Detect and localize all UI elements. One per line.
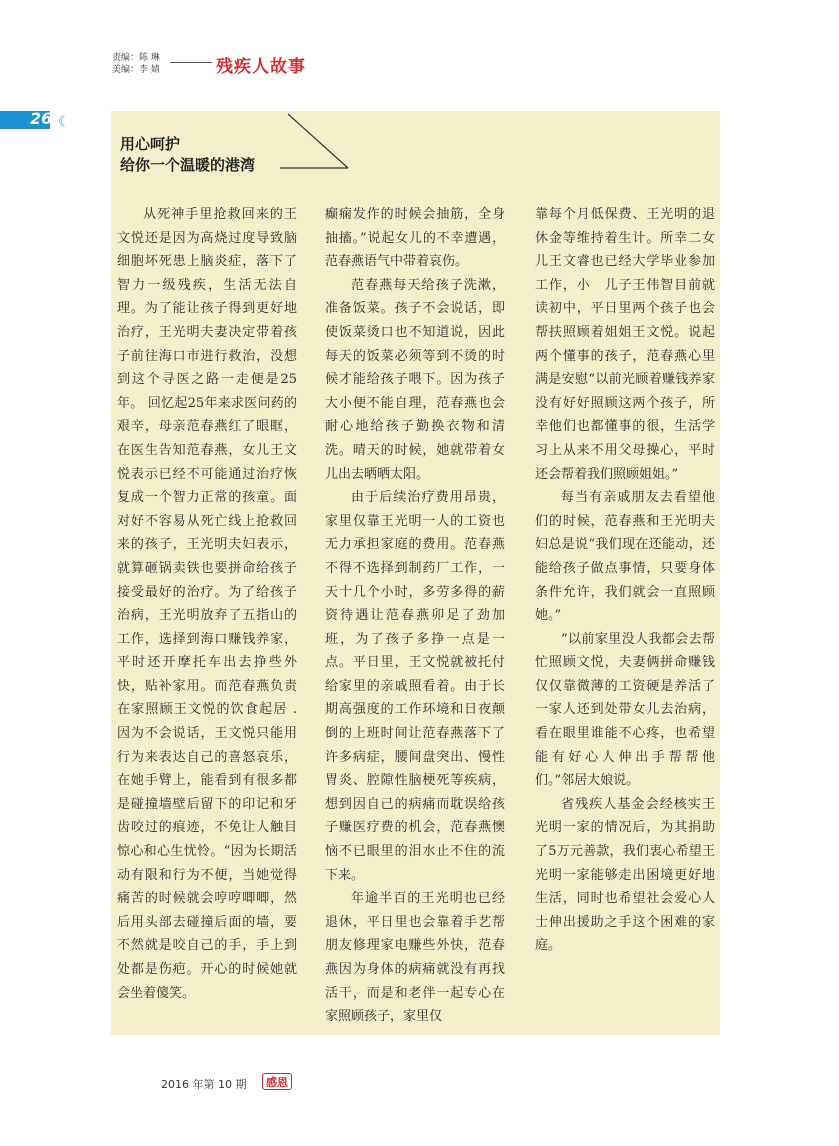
paragraph: 范春燕每天给孩子洗漱，准备饭菜。孩子不会说话，即使饭菜烫口也不知道说，因此每天的饭菜必须等到不烫的时候才能给孩子喂下。因为孩子大小便不能自理，范春燕也会耐心地给孩子勤换衣物和清洗。晴天的时候，她就带着女儿出去晒晒太阳。 [325, 277, 505, 482]
paragraph: 每当有亲戚朋友去看望他们的时候，范春燕和王光明夫妇总是说“我们现在还能动，还能给孩子做点事情，只要身体条件允许，我们就会一直照顾她。” [535, 490, 715, 624]
paragraph: 由于后续治疗费用昂贵，家里仅靠王光明一人的工资也无力承担家庭的费用。范春燕不得不选择到制药厂工作，一天十几个小时，多劳多得的薪资待遇让范春燕卯足了劲加班，为了孩子多挣一点是一点。平日里，王文悦就被托付给家里的亲戚照看着。由于长期高强度的工作环境和日夜颠倒的上班时间让范春燕落下了许多病症，腰间盘突出、慢性胃炎、腔隙性脑梗死等疾病，想到因自己的病痛而耽误给孩子赚医疗费的机会，范春燕懊恼不已眼里的泪水止不住的流下来。 [325, 490, 505, 883]
designer-credit: 美编：李 婧 [112, 65, 160, 75]
page-arrow-icon: 《 [52, 115, 66, 130]
article-title-line-2: 给你一个温暖的港湾 [120, 156, 256, 174]
paragraph: 省残疾人基金会经核实王光明一家的情况后，为其捐助了5万元善款，我们衷心希望王光明一家能够走出困境更好地生活，同时也希望社会爱心人士伸出援助之手这个困难的家庭。 [535, 796, 715, 954]
paragraph: “以前家里没人我都会去帮忙照顾文悦，夫妻俩拼命赚钱仅仅靠微薄的工资硬是养活了一家人还到处带女儿去治病，看在眼里谁能不心疼，也希望能有好心人伸出手帮帮他们。”邻居大娘说。 [535, 631, 715, 789]
text-column-1 [117, 203, 297, 1005]
editor-credit: 责编：陈 琳 [112, 53, 160, 63]
article-title [120, 134, 255, 176]
text-column-3 [535, 203, 715, 958]
title-decoration [280, 110, 370, 180]
magazine-logo: 感恩 [262, 1073, 292, 1090]
paragraph: 癫痫发作的时候会抽筋，全身抽搐。”说起女儿的不幸遭遇，范春燕语气中带着哀伤。 [325, 207, 505, 270]
paragraph: 从死神手里抢救回来的王文悦还是因为高烧过度导致脑细胞坏死患上脑炎症，落下了智力一级残疾，生活无法自理。为了能让孩子得到更好地治疗，王光明夫妻决定带着孩子前往海口市进行救治，没想到这个寻医之路一走便是25年。 回忆起25年来求医问药的艰辛，母亲范春燕红了眼眶，在医生告知范春燕，女儿王文悦表示已经不可能通过治疗恢复成一个智力正常的孩童。面对好不容易从死亡线上抢救回来的孩子，王光明夫妇表示，就算砸锅卖铁也要拼命给孩子接受最好的治疗。为了给孩子治病，王光明放弃了五指山的工作，选择到海口赚钱养家，平时还开摩托车出去挣些外快，贴补家用。而范春燕负责在家照顾王文悦的饮食起居 . 因为不会说话，王文悦只能用行为来表达自己的喜怒哀乐，在她手臂上，能看到有很多都是碰撞墙壁后留下的印记和牙齿咬过的痕迹，不免让人触目惊心和心生忧怜。“因为长期活动有限和行为不便，当她觉得痛苦的时候就会哼哼唧唧，然后用头部去碰撞后面的墙，要不然就是咬自己的手，手上到处都是伤疤。开心的时候她就会坐着傻笑。 [117, 207, 297, 1001]
article-title-line-1: 用心呵护 [120, 135, 181, 153]
text-column-2 [325, 203, 505, 1029]
paragraph: 靠每个月低保费、王光明的退休金等维持着生计。所幸二女儿王文睿也已经大学毕业参加工作，小 儿子王伟智目前就读初中，平日里两个孩子也会帮扶照顾着姐姐王文悦。说起两个懂事的孩子，范春燕心里满是安慰“以前光顾着赚钱养家没有好好照顾这两个孩子，所幸他们也都懂事的很，生活学习上从来不用父母操心，平时还会帮着我们照顾姐姐。” [535, 207, 715, 482]
issue-label: 2016 年第 10 期 [161, 1078, 247, 1091]
header-divider [170, 62, 212, 63]
page-number: 26 [30, 109, 53, 128]
credits [112, 52, 160, 76]
paragraph: 年逾半百的王光明也已经退休，平日里也会靠着手艺帮朋友修理家电赚些外快，范春燕因为身体的病痛就没有再找活干，而是和老伴一起专心在家照顾孩子，家里仅 [325, 891, 505, 1025]
decoration-diagonal [288, 114, 348, 168]
section-title: 残疾人故事 [216, 57, 306, 77]
